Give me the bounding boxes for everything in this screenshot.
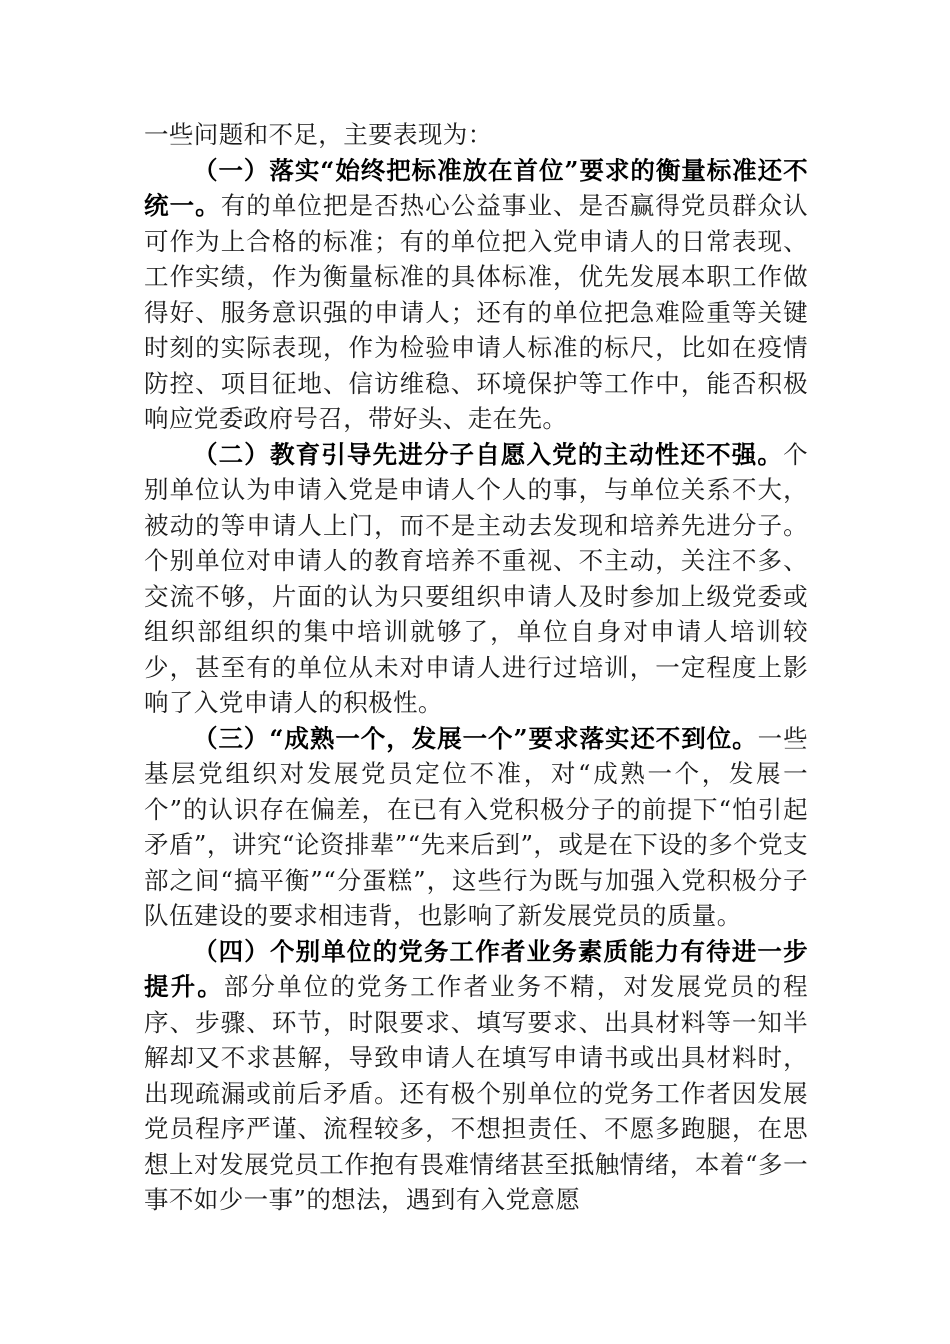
paragraph-section-2 [144,437,808,721]
section-heading: （三）“成熟一个，发展一个”要求落实还不到位。 [193,723,758,753]
paragraph-intro [144,117,808,153]
section-heading: （一）落实“始终把标准放在首位”要求的衡量标准还不统一。 [144,155,808,220]
paragraph-section-1 [144,153,808,437]
document-body [144,117,808,1218]
paragraph-section-4 [144,934,808,1218]
paragraph-text: 有的单位把是否热心公益事业、是否赢得党员群众认可作为上合格的标准；有的单位把入党申请人的日常表现、工作实绩，作为衡量标准的具体标准，优先发展本职工作做得好、服务意识强的申请人；还有的单位把急难险重等关键时刻的实际表现，作为检验申请人标准的标尺，比如在疫情防控、项目征地、信访维稳、环境保护等工作中，能否积极响应党委政府号召，带好头、走在先。 [144,191,809,433]
section-heading: （二）教育引导先进分子自愿入党的主动性还不强。 [193,439,784,469]
paragraph-section-3 [144,721,808,934]
section-heading: （四）个别单位的党务工作者业务素质能力有待进一步提升。 [144,936,808,1001]
paragraph-text: 一些问题和不足，主要表现为： [144,120,493,149]
paragraph-text: 个别单位认为申请入党是申请人个人的事，与单位关系不大，被动的等申请人上门，而不是主动去发现和培养先进分子。个别单位对申请人的教育培养不重视、不主动，关注不多、交流不够，片面的认为只要组织申请人及时参加上级党委或组织部组织的集中培训就够了，单位自身对申请人培训较少，甚至有的单位从未对申请人进行过培训，一定程度上影响了入党申请人的积极性。 [144,439,808,717]
paragraph-text: 一些基层党组织对发展党员定位不准，对“成熟一个，发展一个”的认识存在偏差，在已有入党积极分子的前提下“怕引起矛盾”，讲究“论资排辈”“先来后到”，或是在下设的多个党支部之间“搞平衡”“分蛋糕”，这些行为既与加强入党积极分子队伍建设的要求相违背，也影响了新发展党员的质量。 [144,723,808,930]
paragraph-text: 部分单位的党务工作者业务不精，对发展党员的程序、步骤、环节，时限要求、填写要求、出具材料等一知半解却又不求甚解，导致申请人在填写申请书或出具材料时，出现疏漏或前后矛盾。还有极个别单位的党务工作者因发展党员程序严谨、流程较多，不想担责任、不愿多跑腿，在思想上对发展党员工作抱有畏难情绪甚至抵触情绪，本着“多一事不如少一事”的想法，遇到有入党意愿 [144,972,808,1214]
